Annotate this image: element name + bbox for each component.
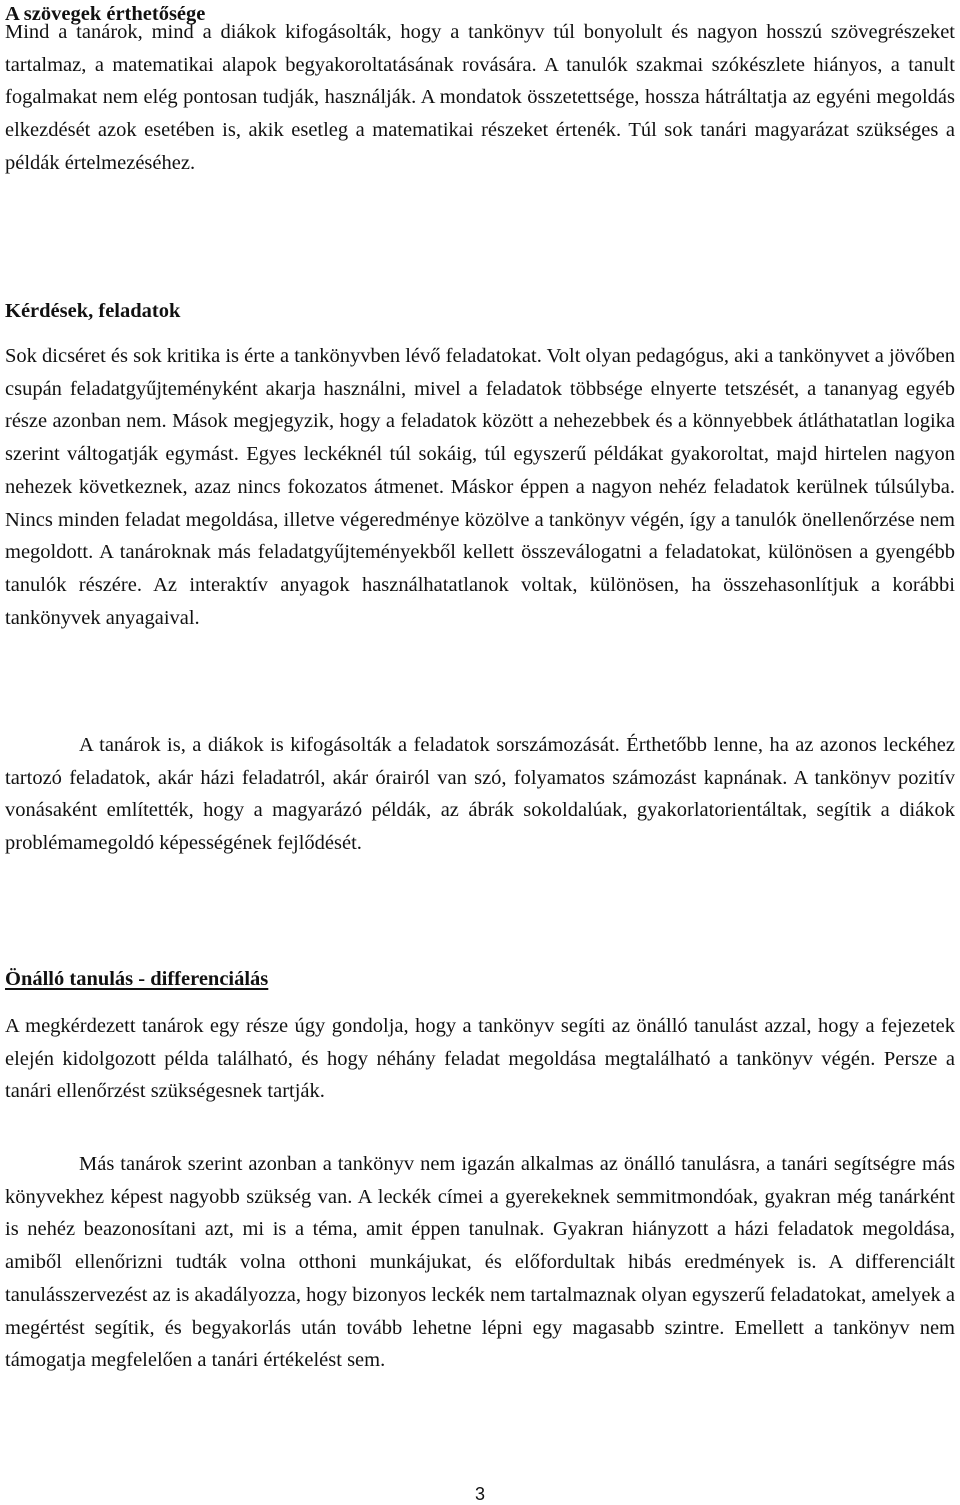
page-number: 3 [474,1484,485,1504]
section-heading-text-clarity: A szövegek érthetősége [5,3,206,25]
paragraph-text-clarity: Mind a tanárok, mind a diákok kifogásolták, hogy a tankönyv túl bonyolult és nagyon hosszú szövegrészeket tartalmaz, a matematikai alapok begyakoroltatásának rovására. A tanulók szakmai szókészlete hiányos, a tanult fogalmakat nem elég pontosan tudják, használják. A mondatok összetettsége, hossza hátráltatja az egyéni megoldás elkezdését azok esetében is, akik esetleg a matematikai részeket értenék. Túl sok tanári magyarázat szükséges a példák értelmezéséhez. [5,21,955,174]
paragraph-questions-tasks-2: A tanárok is, a diákok is kifogásolták a feladatok sorszámozását. Érthetőbb lenne, ha az azonos leckéhez tartozó feladatok, akár házi feladatról, akár órairól van szó, folyamatos számozást kapnának. A tankönyv pozitív vonásaként említették, hogy a magyarázó példák, az ábrák sokoldalúak, gyakorlatorientáltak, segítik a diákok problémamegoldó képességének fejlődését. [5,734,955,855]
paragraph-questions-tasks-1: Sok dicséret és sok kritika is érte a tankönyvben lévő feladatokat. Volt olyan pedagógus, aki a tankönyvet a jövőben csupán feladatgyűjteményként akarja használni, mivel a feladatok többsége elnyerte tetszését, a tananyag egyéb része azonban nem. Mások megjegyzik, hogy a feladatok között a nehezebbek és a könnyebbek átláthatatlan logika szerint váltogatják egymást. Egyes leckéknél túl sokáig, túl egyszerű példákat gyakoroltat, majd hirtelen nagyon nehezek következnek, azaz nincs fokozatos átmenet. Máskor éppen a nagyon nehéz feladatok kerülnek túlsúlyba. Nincs minden feladat megoldása, illetve végeredménye közölve a tankönyv végén, így a tanulók önellenőrzése nem megoldott. A tanároknak más feladatgyűjteményekből kellett összeválogatni a feladatokat, különösen a gyengébb tanulók részére. Az interaktív anyagok használhatatlanok voltak, különösen, ha összehasonlítjuk a korábbi tankönyvek anyagaival. [5,345,955,629]
section-heading-independent-learning: Önálló tanulás - differenciálás [5,968,269,990]
section-heading-questions-tasks: Kérdések, feladatok [5,300,181,322]
paragraph-independent-learning-2: Más tanárok szerint azonban a tankönyv nem igazán alkalmas az önálló tanulásra, a tanári segítségre más könyvekhez képest nagyobb szükség van. A leckék címei a gyerekeknek semmitmondóak, gyakran még tanárként is nehéz beazonosítani azt, mi is a téma, amit éppen tanulnak. Gyakran hiányzott a házi feladatok megoldása, amiből ellenőrizni tudták volna otthoni munkájukat, és előfordultak hibás eredmények is. A differenciált tanulásszervezést az is akadályozza, hogy bizonyos leckék nem tartalmaznak olyan egyszerű feladatokat, amelyek a megértést segítik, és begyakorlás után tovább lehetne lépni egy magasabb szintre. Emellett a tankönyv nem támogatja megfelelően a tanári értékelést sem. [5,1153,955,1372]
paragraph-independent-learning-1: A megkérdezett tanárok egy része úgy gondolja, hogy a tankönyv segíti az önálló tanulást azzal, hogy a fejezetek elején kidolgozott példa található, és hogy néhány feladat megoldása megtalálható a tankönyv végén. Persze a tanári ellenőrzést szükségesnek tartják. [5,1015,955,1103]
